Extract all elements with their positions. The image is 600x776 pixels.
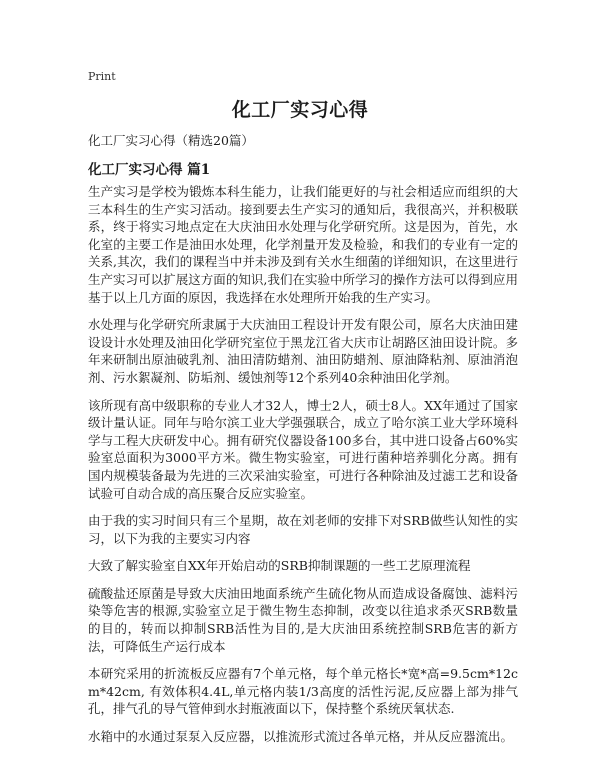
paragraph: 硫酸盐还原菌是导致大庆油田地面系统产生硫化物从而造成设备腐蚀、滤料污染等危害的根源,实验室立足于微生物生态抑制，改变以往追求杀灭SRB数量的目的，转而以抑制SRB活性为目的,是大庆油田系统控制SRB危害的新方法，可降低生产运行成本 bbox=[88, 585, 518, 654]
paragraph: 生产实习是学校为锻炼本科生能力，让我们能更好的与社会相适应而组织的大三本科生的生产实习活动。接到要去生产实习的通知后，我很高兴，并积极联系，终于将实习地点定在大庆油田水处理与化学研究所。这是因为，首先，水化室的主要工作是油田水处理，化学剂量开发及检验，和我们的专业有一定的关系,其次，我们的课程当中并未涉及到有关水生细菌的详细知识，在这里进行生产实习可以扩展这方面的知识,我们在实验中所学习的操作方法可以得到应用基于以上几方面的原因，我选择在水处理所开始我的生产实习。 bbox=[88, 184, 518, 305]
paragraph: 水箱中的水通过泵泵入反应器，以推流形式流过各单元格，并从反应器流出。 bbox=[88, 729, 514, 745]
print-label[interactable]: Print bbox=[88, 70, 116, 83]
page-title: 化工厂实习心得 bbox=[231, 99, 369, 121]
section-heading: 化工厂实习心得 篇1 bbox=[88, 162, 211, 178]
paragraph: 本研究采用的折流板反应器有7个单元格，每个单元格长*宽*高=9.5cm*12cm*42cm, 有效体积4.4L,单元格内装1/3高度的活性污泥,反应器上部为排气孔，排气孔的导气管伸到水封瓶液面以下，保持整个系统厌氧状态. bbox=[88, 666, 518, 717]
paragraph: 该所现有高中级职称的专业人才32人，博士2人，硕士8人。XX年通过了国家级计量认证。同年与哈尔滨工业大学强强联合，成立了哈尔滨工业大学环境科学与工程大庆研发中心。拥有研究仪器设备100多台，其中进口设备占60%实验室总面积为3000平方米。微生物实验室，可进行菌种培养驯化分离。拥有国内规模装备最为先进的三次采油实验室，可进行各种除油及过滤工艺和设备试验可自动合成的高压聚合反应实验室。 bbox=[88, 397, 518, 501]
document-body bbox=[88, 183, 518, 756]
paragraph: 大致了解实验室自XX年开始启动的SRB抑制课题的一些工艺原理流程 bbox=[88, 558, 471, 574]
paragraph: 水处理与化学研究所隶属于大庆油田工程设计开发有限公司，原名大庆油田建设设计水处理及油田化学研究室位于黑龙江省大庆市让胡路区油田设计院。多年来研制出原油破乳剂、油田清防蜡剂、油田防蜡剂、原油降粘剂、原油消泡剂、污水絮凝剂、防垢剂、缓蚀剂等12个系列40余种油田化学剂。 bbox=[88, 317, 518, 385]
document-subtitle: 化工厂实习心得（精选20篇） bbox=[88, 133, 254, 148]
paragraph: 由于我的实习时间只有三个星期，故在刘老师的安排下对SRB做些认知性的实习，以下为我的主要实习内容 bbox=[88, 513, 518, 546]
